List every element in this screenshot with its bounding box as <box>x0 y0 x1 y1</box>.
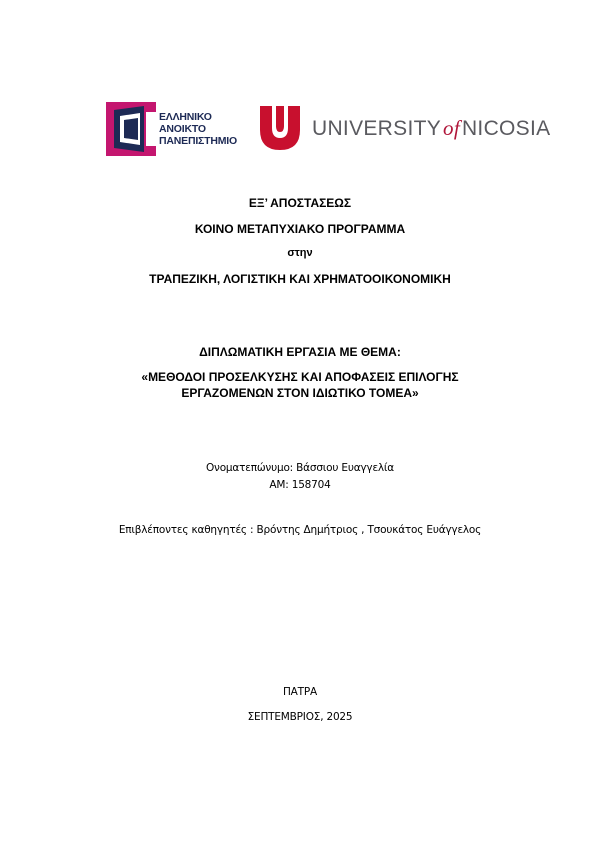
hou-wordmark <box>159 111 237 147</box>
thesis-title-line-2: ΕΡΓΑΖΟΜΕΝΩΝ ΣΤΟΝ ΙΔΙΩΤΙΚΟ ΤΟΜΕΑ» <box>181 386 419 400</box>
unic-prefix: UNIVERSITY <box>312 117 442 140</box>
hou-line-1: ΕΛΛΗΝΙΚΟ <box>159 111 212 123</box>
header-line-2: ΚΟΙΝΟ ΜΕΤΑΠΥΧΙΑΚΟ ΠΡΟΓΡΑΜΜΑ <box>194 222 406 236</box>
hou-line-2: ΑΝΟΙΚΤΟ <box>159 123 206 135</box>
unic-suffix: NICOSIA <box>461 117 551 140</box>
unic-shield-icon <box>260 106 300 150</box>
author-name: Ονοματεπώνυμο: Βάσσιου Ευαγγελία <box>205 462 395 474</box>
header-line-3: στην <box>287 247 313 259</box>
supervisors-line: Επιβλέποντες καθηγητές : Βρόντης Δημήτριος , Τσουκάτος Ευάγγελος <box>118 524 482 536</box>
footer-city: ΠΑΤΡΑ <box>282 686 317 698</box>
header-line-4: ΤΡΑΠΕΖΙΚΗ, ΛΟΓΙΣΤΙΚΗ ΚΑΙ ΧΡΗΜΑΤΟΟΙΚΟΝΟΜΙΚΗ <box>149 272 451 286</box>
unic-wordmark <box>312 116 550 141</box>
author-id: ΑΜ: 158704 <box>269 479 331 491</box>
thesis-title-line-1: «ΜΕΘΟΔΟΙ ΠΡΟΣΕΛΚΥΣΗΣ ΚΑΙ ΑΠΟΦΑΣΕΙΣ ΕΠΙΛΟΓΗΣ <box>141 370 459 384</box>
hou-emblem-icon <box>106 102 156 156</box>
unic-of: of <box>443 116 460 140</box>
hellenic-open-university-logo <box>106 102 246 156</box>
header-line-1: ΕΞ’ ΑΠΟΣΤΑΣΕΩΣ <box>248 196 352 210</box>
footer-date: ΣΕΠΤΕΜΒΡΙΟΣ, 2025 <box>247 711 353 723</box>
hou-line-3: ΠΑΝΕΠΙΣΤΗΜΙΟ <box>159 135 237 147</box>
university-of-nicosia-logo <box>260 106 551 150</box>
thesis-label: ΔΙΠΛΩΜΑΤΙΚΗ ΕΡΓΑΣΙΑ ΜΕ ΘΕΜΑ: <box>199 345 401 359</box>
